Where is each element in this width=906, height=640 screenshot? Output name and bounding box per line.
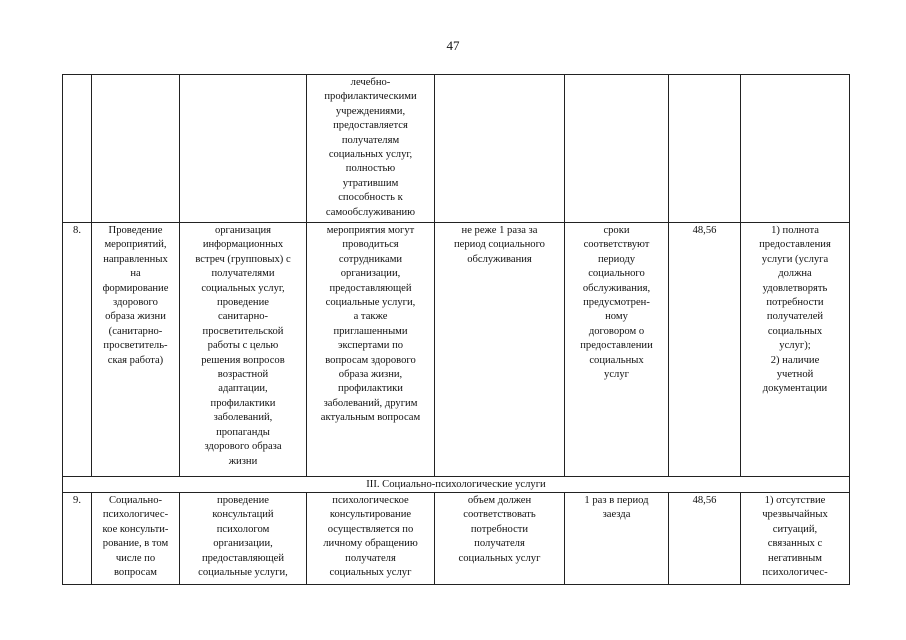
cell-text-line: на <box>130 268 141 280</box>
cell-service-name <box>92 223 180 477</box>
cell-text-line: ному <box>605 311 628 323</box>
cell-text-line: утратившим <box>342 177 399 189</box>
table-row-9 <box>63 493 850 585</box>
cell-text-line: получателей <box>766 311 824 323</box>
cell-text-line: психологом <box>216 523 270 535</box>
cell-text-line: образа жизни <box>105 311 166 323</box>
cell-service-content <box>180 75 307 223</box>
cell-text-line: просветитель- <box>103 340 168 352</box>
section-title: III. Социально-психологические услуги <box>63 477 850 493</box>
cell-text-line: потребности <box>470 523 529 535</box>
cell-text-line: кое консульти- <box>102 523 169 535</box>
cell-text-line: самообслуживанию <box>325 206 416 218</box>
cell-text-line: Социально- <box>108 495 163 506</box>
cell-text-line: личному обращению <box>323 538 418 550</box>
cell-text-line: заболеваний, <box>213 412 273 424</box>
cell-quality-indicators <box>741 493 850 585</box>
cell-text-line: социальных услуг <box>329 567 412 579</box>
cell-periodicity <box>435 493 565 585</box>
services-table <box>62 74 850 585</box>
cell-text-line: социальные услуги, <box>325 297 416 309</box>
cell-text-line: здорового <box>113 297 158 309</box>
cell-text-line: учетной <box>776 369 814 381</box>
cell-text-line: Проведение <box>108 225 163 236</box>
cell-text-line: чрезвычайных <box>762 509 828 521</box>
cell-text-line: потребности <box>766 297 824 309</box>
cell-text-line: соответствуют <box>583 239 650 251</box>
cell-text-line: экспертами по <box>337 340 404 352</box>
cell-text-line: санитарно- <box>217 311 269 323</box>
cell-service-name <box>92 493 180 585</box>
cell-service-conditions <box>307 223 435 477</box>
cell-text-line: числе по <box>115 552 156 564</box>
cell-text-line: организации, <box>213 538 273 550</box>
cell-text-line: получателями <box>211 268 275 280</box>
cell-text-line: просветительской <box>202 325 284 337</box>
cell-text-line: профилактики <box>338 383 403 395</box>
cell-text-line: социальных услуг <box>458 552 541 564</box>
cell-service-conditions <box>307 493 435 585</box>
cell-quality-indicators <box>741 223 850 477</box>
cell-text-line: ская работа) <box>107 354 164 366</box>
cell-text-line: ситуаций, <box>772 523 818 535</box>
cell-text-line: заезда <box>602 509 631 521</box>
cell-text-line: социальных <box>767 325 823 337</box>
cell-text-line: адаптации, <box>218 383 268 395</box>
cell-text-line: обслуживания <box>467 253 532 265</box>
cell-text-line: направленных <box>103 253 168 265</box>
cell-text-line: приглашенными <box>333 325 408 337</box>
cell-text-line: 1) полнота <box>771 225 819 236</box>
cell-text-line: проведение <box>217 297 269 309</box>
cell-terms <box>565 75 669 223</box>
cell-terms <box>565 223 669 477</box>
cell-text-line: социального <box>588 268 645 280</box>
cell-text-line: получателям <box>341 134 400 146</box>
cell-text-line: полностью <box>345 163 396 175</box>
cell-text-line: не реже 1 раза за <box>461 225 538 236</box>
cell-text-line: вопросам <box>114 567 157 579</box>
cell-text-line: сроки <box>603 225 630 236</box>
cell-text-line: договором о <box>588 325 645 337</box>
cell-text-line: должна <box>778 268 812 280</box>
cell-text-line: рование, в том <box>102 538 169 550</box>
cell-text-line: встреч (групповых) с <box>195 253 291 265</box>
cell-text-line: профилактики <box>210 397 276 409</box>
cell-text-line: 2) наличие <box>770 354 820 366</box>
cell-number <box>63 75 92 223</box>
cell-text-line: соответствовать <box>463 509 536 521</box>
cell-text-line: период социального <box>454 239 545 251</box>
cell-text-line: получателя <box>345 552 396 564</box>
cell-text-line: предоставлении <box>580 340 653 352</box>
cell-text-line: удовлетворять <box>762 282 828 294</box>
cell-text-line: здорового образа <box>204 441 282 453</box>
cell-text-line: 1 раз в период <box>584 495 649 506</box>
cell-text-line: пропаганды <box>216 426 270 438</box>
cell-periodicity <box>435 223 565 477</box>
cell-text-line: объем должен <box>467 495 532 506</box>
cell-tariff <box>669 493 741 585</box>
cell-text-line: жизни <box>228 455 258 467</box>
cell-text-line: предоставляющей <box>329 282 412 294</box>
cell-text-line: предоставления <box>759 239 831 251</box>
cell-text-line: психологичес- <box>102 509 169 521</box>
cell-periodicity <box>435 75 565 223</box>
cell-text-line: социальные услуги, <box>198 567 288 579</box>
cell-text-line: учреждениями, <box>335 105 406 117</box>
table-row-8 <box>63 223 850 477</box>
cell-text-line: предоставляющей <box>201 552 285 564</box>
table-row-continued <box>63 75 850 223</box>
cell-text: 8. <box>73 225 81 236</box>
cell-number <box>63 493 92 585</box>
cell-text-line: социальных услуг, <box>328 149 413 161</box>
cell-number <box>63 223 92 477</box>
cell-text: 9. <box>73 495 81 506</box>
cell-text-line: лечебно- <box>350 77 391 88</box>
cell-text-line: проведение <box>217 495 269 506</box>
cell-text-line: образа жизни, <box>338 369 403 381</box>
cell-text-line: предоставляется <box>333 120 408 132</box>
cell-text-line: (санитарно- <box>108 325 163 337</box>
cell-text-line: связанных с <box>767 538 823 550</box>
cell-text-line: решения вопросов <box>201 354 285 366</box>
cell-text-line: 1) отсутствие <box>764 495 826 506</box>
cell-text-line: заболеваний, другим <box>323 397 418 409</box>
cell-text-line: актуальным вопросам <box>320 412 421 424</box>
cell-text-line: работы с целью <box>207 340 279 352</box>
cell-tariff <box>669 223 741 477</box>
cell-text-line: услуг <box>604 369 629 381</box>
cell-text-line: информационных <box>202 239 284 251</box>
cell-service-conditions <box>307 75 435 223</box>
cell-text-line: документации <box>762 383 828 395</box>
cell-text-line: мероприятий, <box>104 239 167 251</box>
cell-text-line: вопросам здорового <box>325 354 416 366</box>
cell-text-line: негативным <box>768 552 822 564</box>
cell-text-line: обслуживания, <box>582 282 651 294</box>
cell-text-line: социальных услуг, <box>201 282 285 294</box>
cell-quality-indicators <box>741 75 850 223</box>
cell-tariff <box>669 75 741 223</box>
cell-text-line: мероприятия могут <box>326 225 415 236</box>
page-number: 47 <box>446 38 460 53</box>
cell-text-line: возрастной <box>217 369 269 381</box>
cell-text-line: периоду <box>597 253 636 265</box>
cell-service-content <box>180 223 307 477</box>
cell-terms <box>565 493 669 585</box>
cell-text-line: консультирование <box>329 509 412 521</box>
cell-text-line: услуг); <box>779 340 811 352</box>
cell-service-content <box>180 493 307 585</box>
cell-text-line: а также <box>353 311 388 323</box>
cell-text-line: услуги (услуга <box>761 253 829 265</box>
cell-text-line: психологичес- <box>762 567 828 579</box>
section-header-row <box>63 477 850 493</box>
cell-text-line: организация <box>214 225 272 236</box>
cell-text-line: получателя <box>474 538 525 550</box>
cell-service-name <box>92 75 180 223</box>
cell-text-line: формирование <box>102 282 169 294</box>
cell-text-line: психологическое <box>332 495 409 506</box>
cell-text-line: социальных <box>589 354 644 366</box>
cell-text-line: сотрудниками <box>338 253 403 265</box>
cell-text-line: осуществляется по <box>327 523 414 535</box>
cell-text-line: проводиться <box>342 239 399 251</box>
cell-text: 48,56 <box>692 225 717 236</box>
cell-text-line: консультаций <box>212 509 274 521</box>
cell-text-line: профилактическими <box>324 91 417 103</box>
cell-text: 48,56 <box>692 495 717 506</box>
cell-text-line: организации, <box>340 268 401 280</box>
cell-text-line: способность к <box>338 192 403 204</box>
cell-text-line: предусмотрен- <box>583 297 650 309</box>
